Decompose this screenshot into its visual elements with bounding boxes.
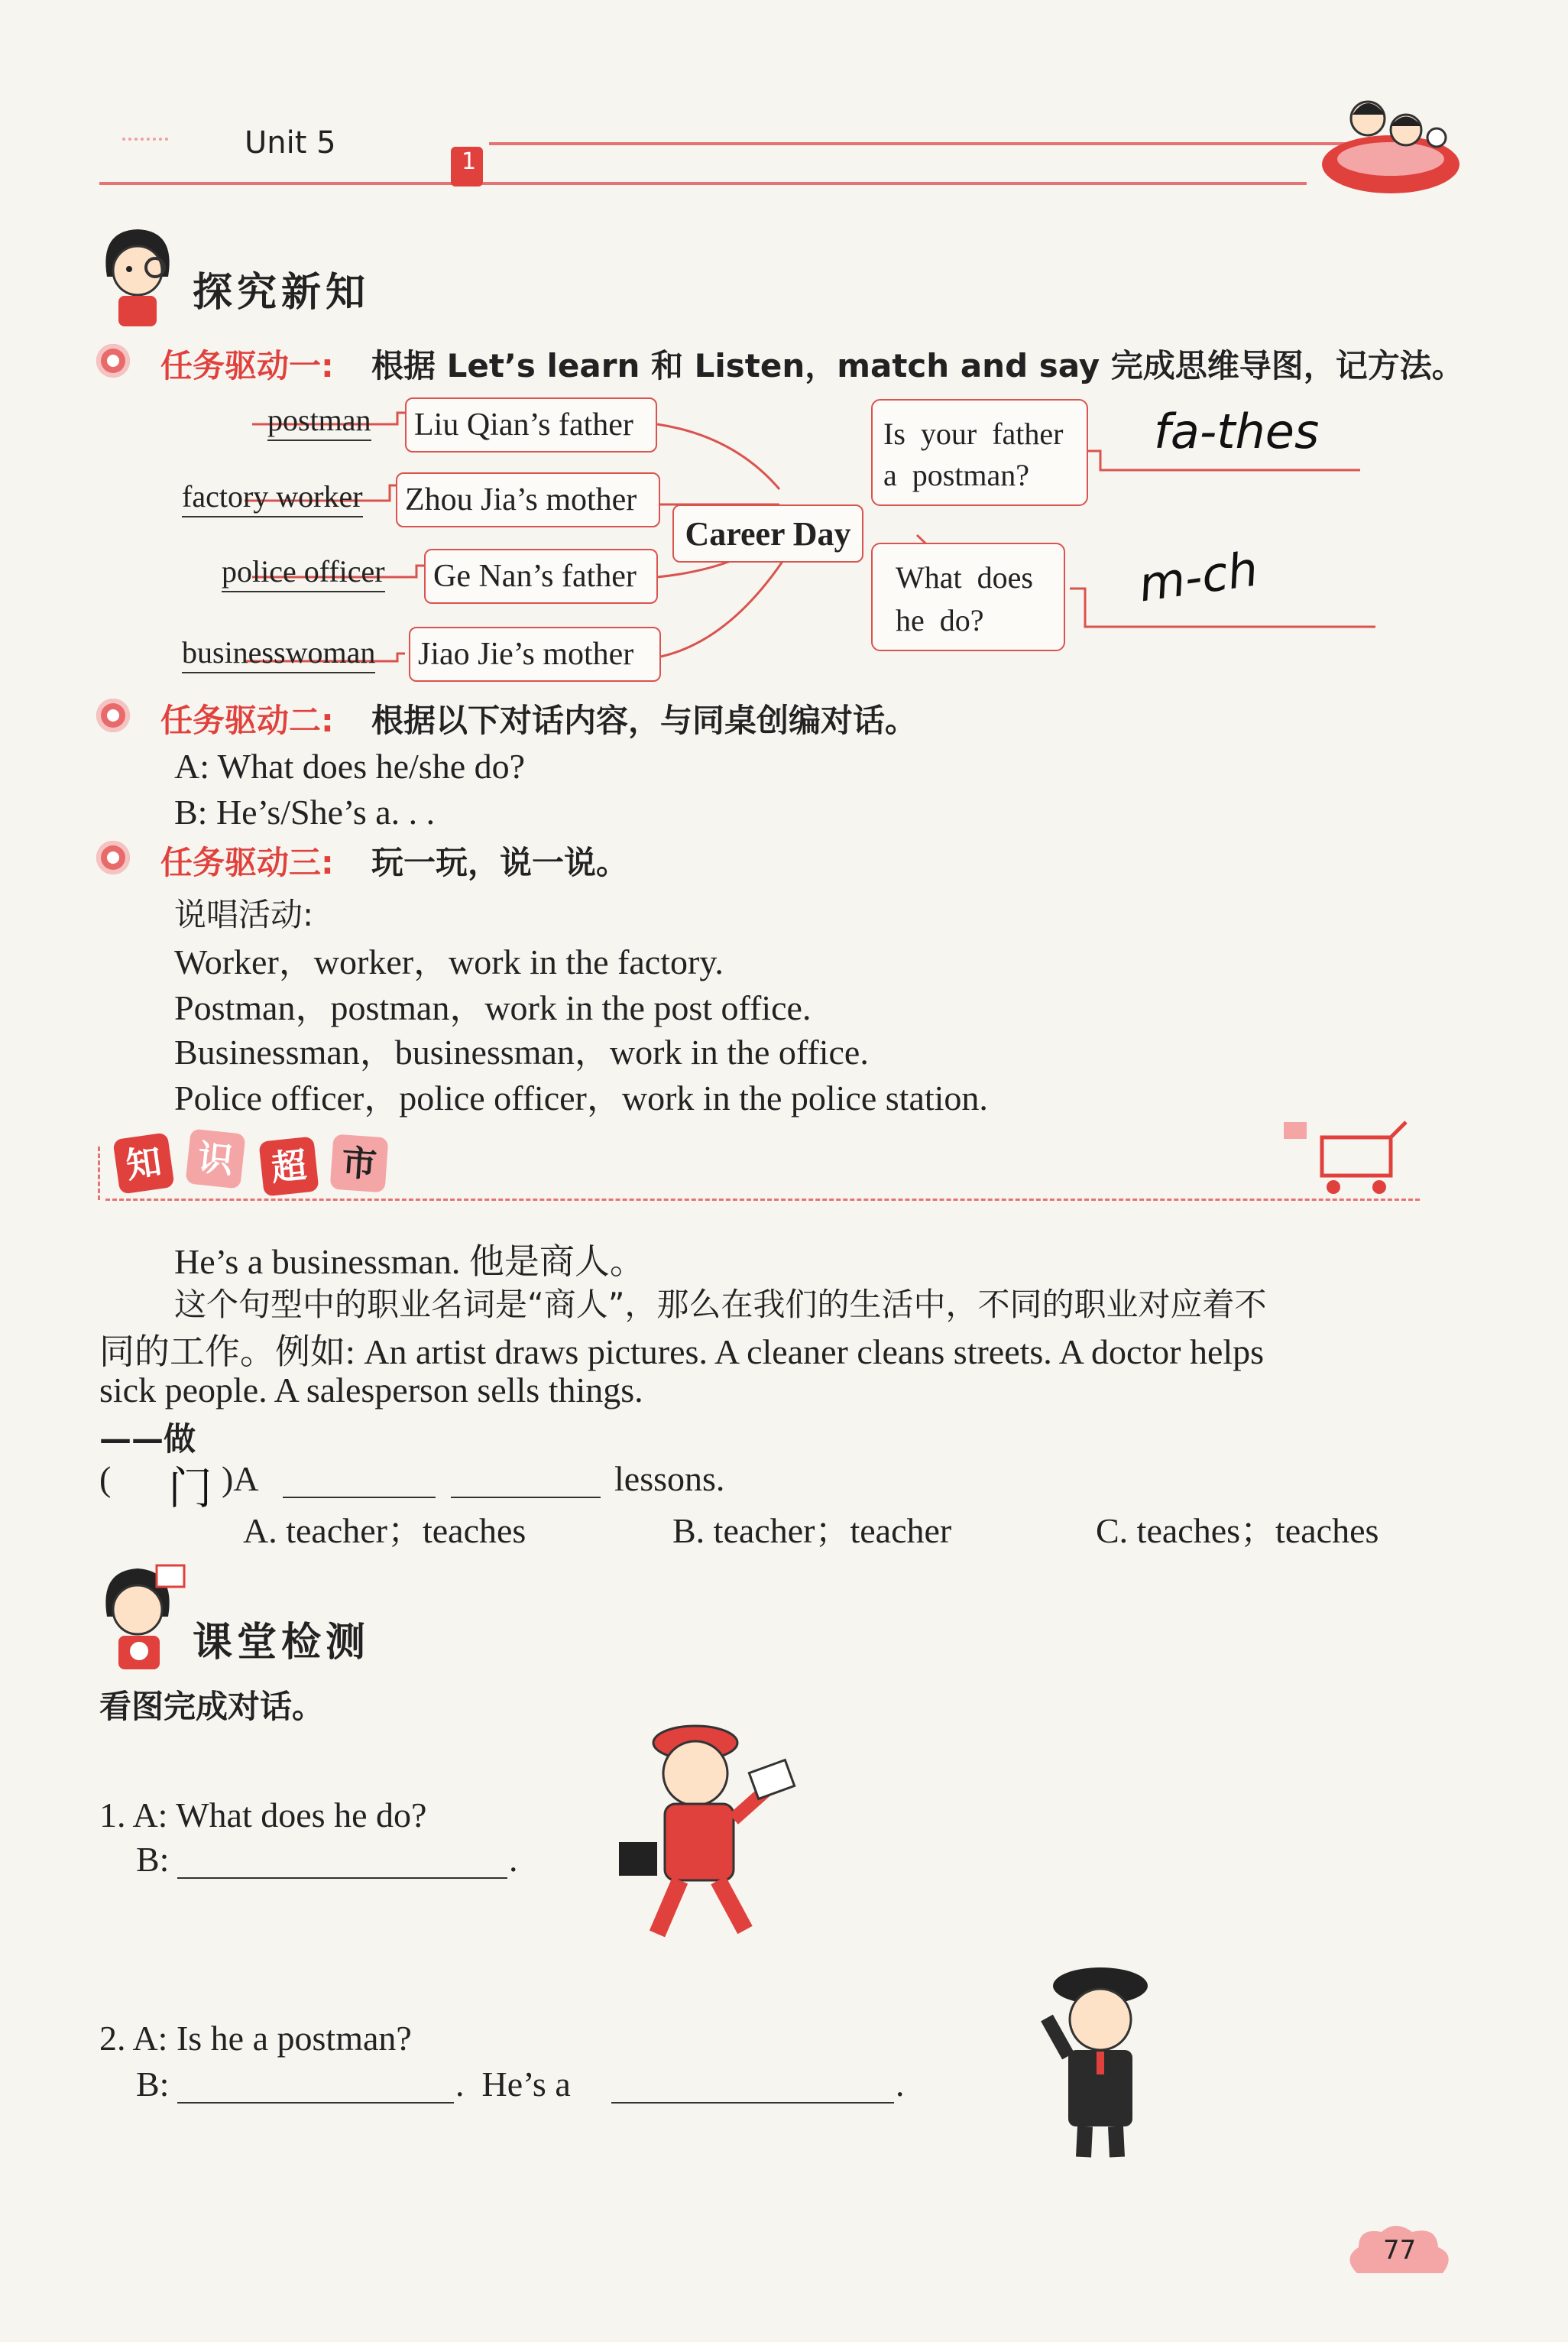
- postman-illustration: [604, 1712, 802, 1949]
- question-box: [871, 399, 1088, 506]
- handwritten-answer: 门: [168, 1462, 213, 1514]
- answer-blank[interactable]: [451, 1497, 601, 1498]
- knowledge-paragraph: 这个句型中的职业名词是“商人”，那么在我们的生活中，不同的职业对应着不: [174, 1286, 1267, 1323]
- do-label: ——做: [99, 1420, 196, 1458]
- career-day-center: Career Day: [672, 504, 863, 563]
- task3-text: 玩一玩，说一说。: [371, 844, 629, 881]
- title-char: 知: [112, 1132, 174, 1194]
- chant-line: Businessman，businessman，work in the office.: [174, 1033, 869, 1072]
- question-text: a postman?: [883, 458, 1030, 492]
- title-char: 识: [185, 1128, 245, 1189]
- handwritten-answer: m-ch: [1135, 540, 1262, 613]
- check-q1-end: .: [509, 1840, 518, 1879]
- header-rule-top: [489, 142, 1406, 145]
- page-number: 77: [1383, 2235, 1417, 2266]
- title-char: 超: [258, 1136, 319, 1196]
- header-dots: [122, 138, 168, 156]
- check-title: 课堂检测: [193, 1620, 371, 1666]
- check-q1-b: B:: [136, 1840, 170, 1879]
- gear-icon: [96, 699, 130, 732]
- question-text: he do?: [896, 603, 984, 637]
- knowledge-paragraph: 同的工作。例如: An artist draws pictures. A cleaner cleans streets. A doctor helps: [99, 1332, 1265, 1371]
- task1-label: 任务驱动一:: [160, 347, 334, 384]
- check-instruction: 看图完成对话。: [99, 1688, 325, 1725]
- answer-blank[interactable]: [177, 1877, 507, 1879]
- answer-blank[interactable]: [283, 1497, 436, 1498]
- person-box: Ge Nan’s father: [424, 549, 658, 604]
- dialogue-line: B: He’s/She’s a. . .: [174, 793, 436, 832]
- answer-blank[interactable]: [177, 2102, 454, 2104]
- option-c[interactable]: C. teaches；teaches: [1096, 1511, 1379, 1550]
- banner-dash: [105, 1199, 1420, 1201]
- chant-line: Worker，worker，work in the factory.: [174, 942, 724, 981]
- knowledge-example: He’s a businessman. 他是商人。: [174, 1242, 645, 1281]
- person-box: Zhou Jia’s mother: [396, 472, 660, 527]
- person-box: Jiao Jie’s mother: [409, 627, 661, 682]
- chant-intro: 说唱活动:: [174, 896, 314, 933]
- occupation-factory-worker: factory worker: [182, 478, 363, 517]
- question-box: [871, 543, 1065, 651]
- option-b[interactable]: B. teacher；teacher: [672, 1511, 952, 1550]
- gear-icon: [96, 841, 130, 874]
- police-officer-illustration: [1024, 1957, 1177, 2163]
- question-paren: (: [99, 1459, 112, 1498]
- task2-label: 任务驱动二:: [160, 702, 334, 739]
- occupation-postman: postman: [267, 402, 371, 441]
- option-a[interactable]: A. teacher；teaches: [243, 1511, 526, 1550]
- question-stem: )A: [222, 1459, 259, 1498]
- header: [92, 115, 1437, 191]
- check-q2-end: .: [896, 2065, 905, 2104]
- knowledge-banner: [98, 1131, 1427, 1208]
- banner-dash-left: [98, 1147, 100, 1200]
- occupation-businesswoman: businesswoman: [182, 634, 375, 673]
- task1-text: 根据 Let’s learn 和 Listen，match and say 完成思维导图，记方法。: [371, 347, 1464, 384]
- dialogue-line: A: What does he/she do?: [174, 747, 526, 786]
- girl-magnifier-icon: [96, 223, 180, 330]
- answer-blank[interactable]: [611, 2102, 894, 2104]
- question-stem-end: lessons.: [614, 1459, 725, 1498]
- girl-score-icon: [96, 1559, 187, 1674]
- check-q2-b: B:: [136, 2065, 170, 2104]
- header-rule: [99, 182, 1307, 185]
- gear-icon: [96, 344, 130, 378]
- question-text: Is your father: [883, 417, 1064, 451]
- chant-line: Postman，postman，work in the post office.: [174, 988, 812, 1027]
- unit-label: Unit 5: [245, 125, 336, 161]
- occupation-police-officer: police officer: [222, 553, 385, 592]
- knowledge-paragraph: sick people. A salesperson sells things.: [99, 1370, 643, 1409]
- person-box: Liu Qian’s father: [405, 397, 657, 453]
- shopping-cart-icon: [1268, 1107, 1421, 1199]
- unit-tab-number: 1: [462, 148, 477, 175]
- kids-illustration: [1314, 84, 1467, 199]
- task2-text: 根据以下对话内容，与同桌创编对话。: [371, 702, 918, 739]
- title-char: 市: [330, 1134, 389, 1193]
- question-text: What does: [896, 560, 1033, 595]
- chant-line: Police officer，police officer，work in the police station.: [174, 1079, 988, 1117]
- check-q2-mid: . He’s a: [455, 2065, 571, 2104]
- check-q2: 2. A: Is he a postman?: [99, 2019, 412, 2058]
- task3-label: 任务驱动三:: [160, 844, 334, 881]
- handwritten-answer: fa-thes: [1154, 404, 1320, 459]
- check-q1: 1. A: What does he do?: [99, 1795, 427, 1834]
- explore-title: 探究新知: [193, 270, 371, 316]
